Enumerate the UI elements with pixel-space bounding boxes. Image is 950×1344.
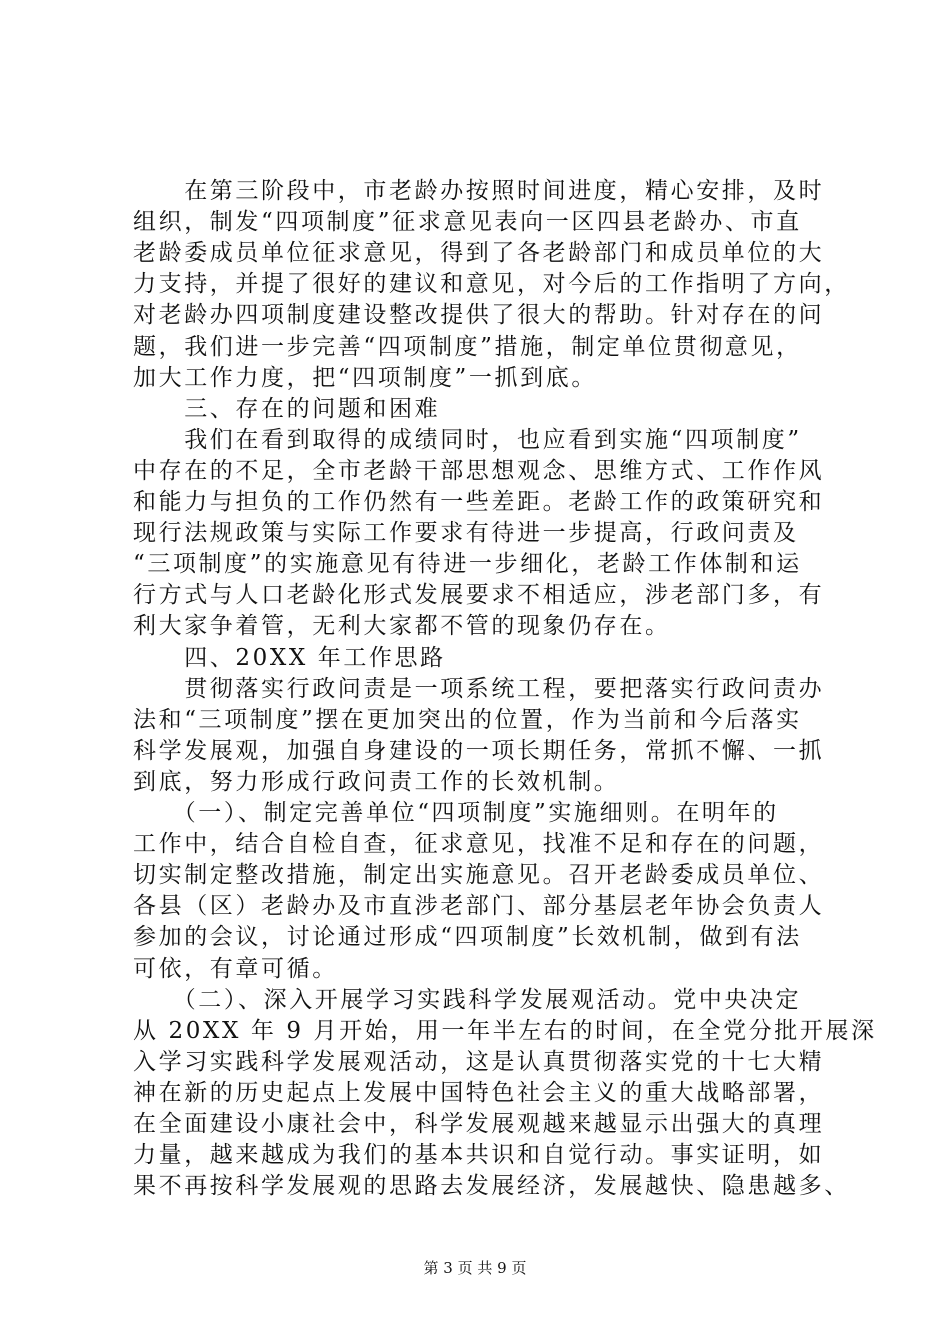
text-line: 力量，越来越成为我们的基本共识和自觉行动。事实证明，如	[133, 1142, 825, 1169]
text-line: 加大工作力度，把“四项制度”一抓到底。	[133, 364, 597, 391]
text-line: 入学习实践科学发展观活动，这是认真贯彻落实党的十七大精	[133, 1048, 825, 1075]
text-line: 我们在看到取得的成绩同时，也应看到实施“四项制度”	[133, 426, 802, 453]
text-line: （一）、制定完善单位“四项制度”实施细则。在明年的	[133, 800, 779, 826]
text-line: 科学发展观，加强自身建设的一项长期任务，常抓不懈、一抓	[133, 737, 825, 764]
text-line: 各县（区）老龄办及市直涉老部门、部分基层老年协会负责人	[133, 893, 825, 920]
text-line: 贯彻落实行政问责是一项系统工程，要把落实行政问责办	[133, 675, 825, 702]
text-line: 在全面建设小康社会中，科学发展观越来越显示出强大的真理	[133, 1111, 825, 1137]
page-footer: 第 3 页 共 9 页	[423, 1259, 527, 1277]
text-line: 在第三阶段中，市老龄办按照时间进度，精心安排，及时	[133, 178, 825, 204]
text-line: 组织，制发“四项制度”征求意见表向一区四县老龄办、市直	[133, 209, 802, 236]
text-line: 行方式与人口老龄化形式发展要求不相适应，涉老部门多，有	[133, 582, 825, 609]
text-line: 果不再按科学发展观的思路去发展经济，发展越快、隐患越多、	[133, 1173, 850, 1200]
text-line: 现行法规政策与实际工作要求有待进一步提高，行政问责及	[133, 520, 799, 547]
text-line: 从 20XX 年 9 月开始，用一年半左右的时间，在全党分批开展深	[133, 1017, 877, 1044]
text-line: 到底，努力形成行政问责工作的长效机制。	[133, 768, 620, 795]
text-line: 和能力与担负的工作仍然有一些差距。老龄工作的政策研究和	[133, 489, 825, 515]
text-line: 可依，有章可循。	[133, 955, 338, 982]
text-line: 老龄委成员单位征求意见，得到了各老龄部门和成员单位的大	[133, 240, 825, 267]
text-line: 利大家争着管，无利大家都不管的现象仍存在。	[133, 613, 671, 640]
text-line: （二）、深入开展学习实践科学发展观活动。党中央决定	[133, 986, 802, 1013]
text-line: 四、20XX 年工作思路	[133, 644, 446, 671]
text-line: 三、存在的问题和困难	[133, 395, 441, 422]
text-line: 对老龄办四项制度建设整改提供了很大的帮助。针对存在的问	[133, 302, 825, 329]
text-line: 题，我们进一步完善“四项制度”措施，制定单位贯彻意见，	[133, 333, 802, 360]
text-line: 工作中，结合自检自查，征求意见，找准不足和存在的问题，	[133, 831, 825, 858]
text-line: 神在新的历史起点上发展中国特色社会主义的重大战略部署，	[133, 1079, 825, 1106]
text-line: 法和“三项制度”摆在更加突出的位置，作为当前和今后落实	[133, 706, 802, 733]
text-line: 力支持，并提了很好的建议和意见，对今后的工作指明了方向，	[133, 271, 850, 298]
text-line: 中存在的不足，全市老龄干部思想观念、思维方式、工作作风	[133, 457, 825, 484]
text-line: “三项制度”的实施意见有待进一步细化，老龄工作体制和运	[133, 551, 802, 578]
text-line: 参加的会议，讨论通过形成“四项制度”长效机制，做到有法	[133, 924, 802, 951]
text-line: 切实制定整改措施，制定出实施意见。召开老龄委成员单位、	[133, 862, 825, 889]
